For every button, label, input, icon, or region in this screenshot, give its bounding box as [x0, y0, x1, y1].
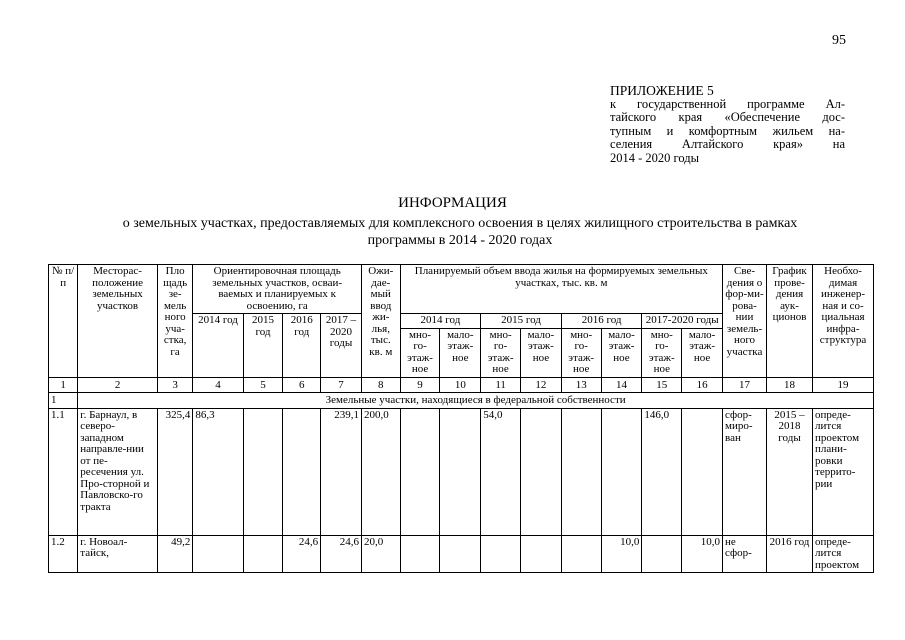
- column-number: 15: [642, 377, 682, 392]
- column-number: 8: [361, 377, 400, 392]
- header-schedule: График прове-дения аук-ционов: [766, 265, 812, 378]
- header-expected: Ожи-дае-мый ввод жи-лья, тыс. кв. м: [361, 265, 400, 378]
- row-area: 49,2: [157, 535, 193, 573]
- column-number: 6: [283, 377, 321, 392]
- section-row: [49, 392, 874, 408]
- column-number: 19: [813, 377, 874, 392]
- column-number: 9: [400, 377, 440, 392]
- section-number: 1: [49, 392, 78, 408]
- header-info: Све-дения о фор-ми-рова-нии земель-ного участка: [723, 265, 767, 378]
- row-infra: опреде-лится проектом: [813, 535, 874, 573]
- column-number: 1: [49, 377, 78, 392]
- header-multi: мно-го-этаж-ное: [642, 328, 682, 377]
- header-year-2017: 2017 – 2020 годы: [321, 314, 362, 378]
- row-plan-2015-multi: 54,0: [481, 408, 521, 535]
- column-number: 12: [521, 377, 562, 392]
- header-planned: Планируемый объем ввода жилья на формируемых земельных участках, тыс. кв. м: [400, 265, 722, 314]
- appendix-block: [610, 84, 845, 165]
- appendix-line: 2014 - 2020 годы: [610, 150, 700, 165]
- column-number: 7: [321, 377, 362, 392]
- subtitle-line: программы в 2014 - 2020 годах: [367, 233, 553, 248]
- column-number: 4: [193, 377, 243, 392]
- row-plan-2016-low: [601, 408, 642, 535]
- column-number: 11: [481, 377, 521, 392]
- row-location: г. Барнаул, в северо-западном направле-нии от пе-ресечения ул. Про-сторной и Павловско-го тракта: [78, 408, 158, 535]
- row-plan-2016-low: 10,0: [601, 535, 642, 573]
- column-number: 16: [682, 377, 723, 392]
- row-plan-2015-multi: [481, 535, 521, 573]
- column-number: 13: [561, 377, 601, 392]
- column-number: 18: [766, 377, 812, 392]
- column-number: 5: [243, 377, 283, 392]
- row-infra: опреде-лится проектом плани-ровки террито-рии: [813, 408, 874, 535]
- header-plan-2016: 2016 год: [561, 314, 642, 329]
- row-area-2015: [243, 408, 283, 535]
- row-info: сфор-миро-ван: [723, 408, 767, 535]
- row-area-2016: 24,6: [283, 535, 321, 573]
- column-number: 17: [723, 377, 767, 392]
- header-low: мало-этаж-ное: [521, 328, 562, 377]
- header-plan-2017: 2017-2020 годы: [642, 314, 723, 329]
- subtitle-line: о земельных участках, предоставляемых для комплексного освоения в целях жилищного строительства в рамках: [122, 216, 798, 231]
- table-row: [49, 535, 874, 573]
- column-number: 3: [157, 377, 193, 392]
- header-multi: мно-го-этаж-ное: [561, 328, 601, 377]
- page-number: 95: [832, 33, 846, 48]
- column-number: 14: [601, 377, 642, 392]
- row-expected: 20,0: [361, 535, 400, 573]
- document-subtitle: [60, 215, 860, 249]
- header-approx-area: Ориентировочная площадь земельных участков, осваи-ваемых и планируемых к освоению, га: [193, 265, 362, 314]
- row-area-2015: [243, 535, 283, 573]
- column-numbers-row: [49, 377, 874, 392]
- row-area-2014: [193, 535, 243, 573]
- header-plan-2014: 2014 год: [400, 314, 481, 329]
- row-number: 1.1: [49, 408, 78, 535]
- header-infra: Необхо-димая инженер-ная и со-циальная инфра-структура: [813, 265, 874, 378]
- header-low: мало-этаж-ное: [682, 328, 723, 377]
- row-expected: 200,0: [361, 408, 400, 535]
- column-number: 10: [440, 377, 481, 392]
- column-number: 2: [78, 377, 158, 392]
- header-location: Месторас-положение земельных участков: [78, 265, 158, 378]
- header-area: Пло щадь зе-мель ного уча-стка, га: [157, 265, 193, 378]
- appendix-line: тупным и комфортным жильем на-: [610, 123, 845, 138]
- row-info: не сфор-: [723, 535, 767, 573]
- row-plan-2016-multi: [561, 408, 601, 535]
- row-plan-2016-multi: [561, 535, 601, 573]
- header-year-2016: 2016 год: [283, 314, 321, 378]
- header-low: мало-этаж-ное: [601, 328, 642, 377]
- appendix-line: к государственной программе Ал-: [610, 96, 845, 111]
- appendix-line: тайского края «Обеспечение дос-: [610, 110, 845, 124]
- row-location: г. Новоал-тайск,: [78, 535, 158, 573]
- row-plan-2014-low: [440, 535, 481, 573]
- row-area-2014: 86,3: [193, 408, 243, 535]
- row-area-2016: [283, 408, 321, 535]
- row-plan-2014-low: [440, 408, 481, 535]
- table-row: [49, 408, 874, 535]
- header-multi: мно-го-этаж-ное: [400, 328, 440, 377]
- row-plan-2017-multi: [642, 535, 682, 573]
- header-year-2015: 2015 год: [243, 314, 283, 378]
- row-plan-2017-multi: 146,0: [642, 408, 682, 535]
- row-number: 1.2: [49, 535, 78, 573]
- row-schedule: 2015 – 2018 годы: [766, 408, 812, 535]
- row-area-2017-2020: 239,1: [321, 408, 362, 535]
- row-plan-2017-low: 10,0: [682, 535, 723, 573]
- appendix-title: ПРИЛОЖЕНИЕ 5: [610, 83, 714, 98]
- row-plan-2014-multi: [400, 535, 440, 573]
- row-area: 325,4: [157, 408, 193, 535]
- header-multi: мно-го-этаж-ное: [481, 328, 521, 377]
- appendix-line: селения Алтайского края» на: [610, 137, 845, 151]
- row-plan-2015-low: [521, 535, 562, 573]
- row-plan-2017-low: [682, 408, 723, 535]
- row-area-2017-2020: 24,6: [321, 535, 362, 573]
- header-year-2014: 2014 год: [193, 314, 243, 378]
- document-title: ИНФОРМАЦИЯ: [398, 195, 507, 211]
- section-title: Земельные участки, находящиеся в федеральной собственности: [78, 392, 874, 408]
- header-plan-2015: 2015 год: [481, 314, 562, 329]
- land-plots-table: [48, 264, 874, 573]
- row-schedule: 2016 год: [766, 535, 812, 573]
- row-plan-2015-low: [521, 408, 562, 535]
- header-num: № п/п: [49, 265, 78, 378]
- header-row: [49, 265, 874, 314]
- row-plan-2014-multi: [400, 408, 440, 535]
- header-low: мало-этаж-ное: [440, 328, 481, 377]
